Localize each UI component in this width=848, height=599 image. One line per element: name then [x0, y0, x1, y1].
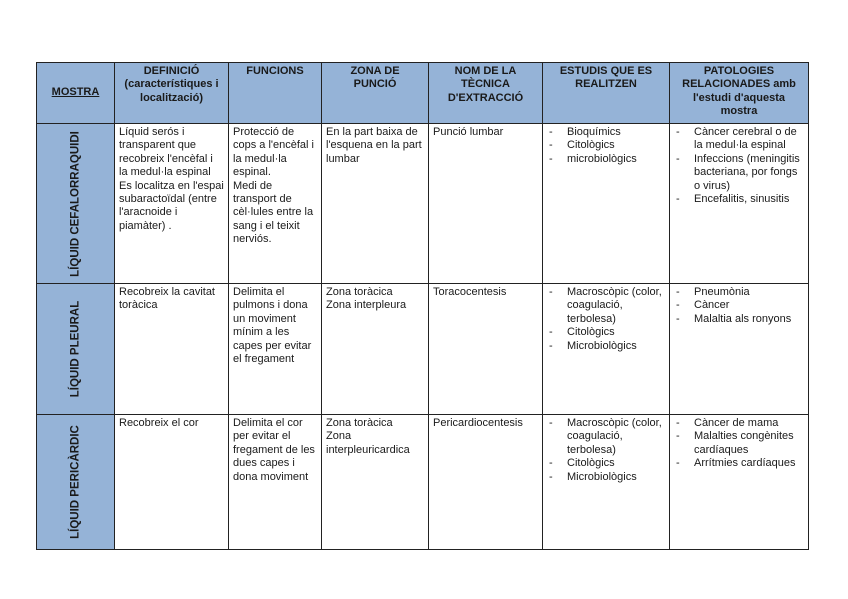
cell-estudis	[543, 284, 670, 415]
list-item: - Macroscòpic (color, coagulació, terbolesa)	[547, 286, 665, 326]
header-zona: ZONA DE PUNCIÓ	[322, 63, 429, 124]
list-item: - Microbiològics	[547, 471, 665, 484]
cell-zona: Zona toràcica Zona interpleura	[322, 284, 429, 415]
row-label: LÍQUID PERICÀRDIC	[68, 425, 81, 539]
patologies-list	[674, 126, 804, 206]
header-definicio: DEFINICIÓ (característiques i localització)	[115, 63, 229, 124]
header-row	[37, 63, 809, 124]
header-funcions: FUNCIONS	[229, 63, 322, 124]
cell-nom-tecnica: Pericardiocentesis	[429, 415, 543, 550]
cell-zona: En la part baixa de l'esquena en la part lumbar	[322, 124, 429, 284]
list-item: - Malaltia als ronyons	[674, 313, 804, 326]
cell-definicio: Recobreix la cavitat toràcica	[115, 284, 229, 415]
list-item: - Citològics	[547, 457, 665, 470]
cell-patologies	[670, 124, 809, 284]
patologies-list	[674, 417, 804, 471]
list-item: - Microbiològics	[547, 340, 665, 353]
row-label-cell	[37, 284, 115, 415]
table-row	[37, 124, 809, 284]
cell-estudis	[543, 415, 670, 550]
table-row	[37, 284, 809, 415]
cell-funcions: Delimita el cor per evitar el fregament de les dues capes i dona moviment	[229, 415, 322, 550]
list-item: - Càncer	[674, 299, 804, 312]
header-nom-tecnica: NOM DE LA TÈCNICA D'EXTRACCIÓ	[429, 63, 543, 124]
header-estudis: ESTUDIS QUE ES REALITZEN	[543, 63, 670, 124]
list-item: - Arrítmies cardíaques	[674, 457, 804, 470]
table-row	[37, 415, 809, 550]
cell-zona: Zona toràcica Zona interpleuricardica	[322, 415, 429, 550]
cell-funcions: Delimita el pulmons i dona un moviment mínim a les capes per evitar el fregament	[229, 284, 322, 415]
list-item: - Bioquímics	[547, 126, 665, 139]
list-item: - microbiològics	[547, 153, 665, 166]
cell-nom-tecnica: Punció lumbar	[429, 124, 543, 284]
estudis-list	[547, 286, 665, 353]
list-item: - Malalties congènites cardíaques	[674, 430, 804, 457]
header-patologies: PATOLOGIES RELACIONADES amb l'estudi d'aquesta mostra	[670, 63, 809, 124]
samples-table	[36, 62, 809, 550]
list-item: - Citològics	[547, 139, 665, 152]
header-mostra: MOSTRA	[37, 63, 115, 124]
cell-patologies	[670, 284, 809, 415]
estudis-list	[547, 417, 665, 484]
patologies-list	[674, 286, 804, 326]
list-item: - Macroscòpic (color, coagulació, terbolesa)	[547, 417, 665, 457]
estudis-list	[547, 126, 665, 166]
cell-funcions: Protecció de cops a l'encèfal i la medul·la espinal. Medi de transport de cèl·lules entre la sang i el teixit nerviós.	[229, 124, 322, 284]
list-item: - Citològics	[547, 326, 665, 339]
cell-definicio: Líquid serós i transparent que recobreix l'encèfal i la medul·la espinal Es localitza en l'espai subaractoïdal (entre l'aracnoide i piamàter) .	[115, 124, 229, 284]
row-label-cell	[37, 415, 115, 550]
list-item: - Encefalitis, sinusitis	[674, 193, 804, 206]
row-label: LÍQUID CEFALORRAQUIDI	[68, 130, 81, 277]
list-item: - Càncer de mama	[674, 417, 804, 430]
cell-estudis	[543, 124, 670, 284]
row-label-cell	[37, 124, 115, 284]
row-label: LÍQUID PLEURAL	[68, 300, 81, 398]
cell-definicio: Recobreix el cor	[115, 415, 229, 550]
list-item: - Pneumònia	[674, 286, 804, 299]
cell-patologies	[670, 415, 809, 550]
cell-nom-tecnica: Toracocentesis	[429, 284, 543, 415]
list-item: - Càncer cerebral o de la medul·la espinal	[674, 126, 804, 153]
list-item: - Infeccions (meningitis bacteriana, por fongs o virus)	[674, 153, 804, 193]
